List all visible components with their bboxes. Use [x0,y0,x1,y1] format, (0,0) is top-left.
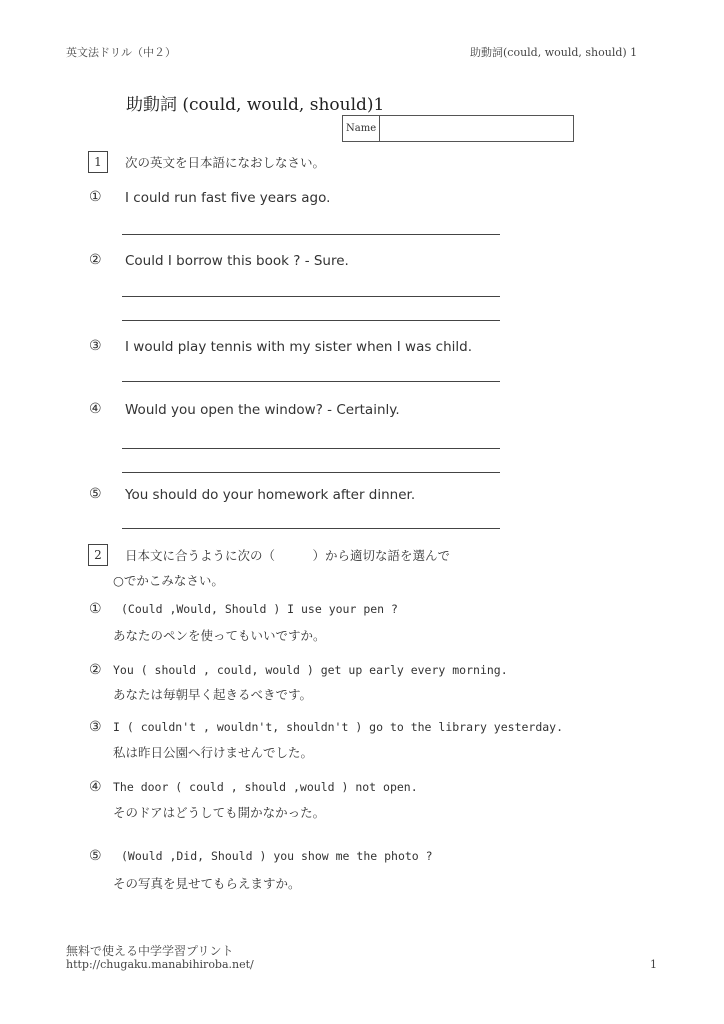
answer-line[interactable] [122,381,500,382]
item-marker: ④ [89,779,102,795]
answer-line[interactable] [122,528,500,529]
name-box [342,115,574,142]
item-marker: ③ [89,719,102,735]
question-text: I would play tennis with my sister when I was child. [125,339,473,355]
choice-sentence: I ( couldn't , wouldn't, shouldn't ) go to the library yesterday. [113,720,564,734]
choice-sentence: The door ( could , should ,would ) not open. [113,780,418,794]
footer-title: 無料で使える中学学習プリント [66,944,234,958]
section-1-number: 1 [88,151,108,173]
section-2-instruction: 日本文に合うように次の（ ）から適切な語を選んで [125,548,451,563]
item-marker: ② [89,662,102,678]
japanese-translation: そのドアはどうしても開かなかった。 [113,805,326,820]
footer-url[interactable]: http://chugaku.manabihiroba.net/ [66,958,254,971]
header-left: 英文法ドリル（中２） [66,46,176,59]
item-marker: ⑤ [89,848,102,864]
section-1-instruction: 次の英文を日本語になおしなさい。 [125,155,326,170]
name-field[interactable] [380,116,573,141]
name-label: Name [343,116,380,141]
question-text: You should do your homework after dinner. [125,487,416,503]
answer-line[interactable] [122,448,500,449]
choice-sentence: You ( should , could, would ) get up early every morning. [113,663,508,677]
section-2-instruction-continued: ○でかこみなさい。 [113,573,224,588]
header-right: 助動詞(could, would, should) 1 [470,46,638,59]
choice-sentence: (Would ,Did, Should ) you show me the photo ? [121,849,433,863]
choice-sentence: (Could ,Would, Should ) I use your pen ? [121,602,398,616]
japanese-translation: あなたは毎朝早く起きるべきです。 [113,687,313,702]
item-marker: ③ [89,338,102,354]
question-text: Could I borrow this book ? - Sure. [125,253,349,269]
question-text: Would you open the window? - Certainly. [125,402,400,418]
question-text: I could run fast five years ago. [125,190,331,206]
japanese-translation: その写真を見せてもらえますか。 [113,876,301,891]
page-number: 1 [650,958,657,971]
item-marker: ① [89,601,102,617]
answer-line[interactable] [122,296,500,297]
japanese-translation: あなたのペンを使ってもいいですか。 [113,628,326,643]
item-marker: ⑤ [89,486,102,502]
answer-line[interactable] [122,320,500,321]
answer-line[interactable] [122,234,500,235]
japanese-translation: 私は昨日公園へ行けませんでした。 [113,745,314,760]
answer-line[interactable] [122,472,500,473]
page-title: 助動詞 (could, would, should)1 [126,95,385,115]
section-2-number: 2 [88,544,108,566]
item-marker: ④ [89,401,102,417]
item-marker: ① [89,189,102,205]
item-marker: ② [89,252,102,268]
